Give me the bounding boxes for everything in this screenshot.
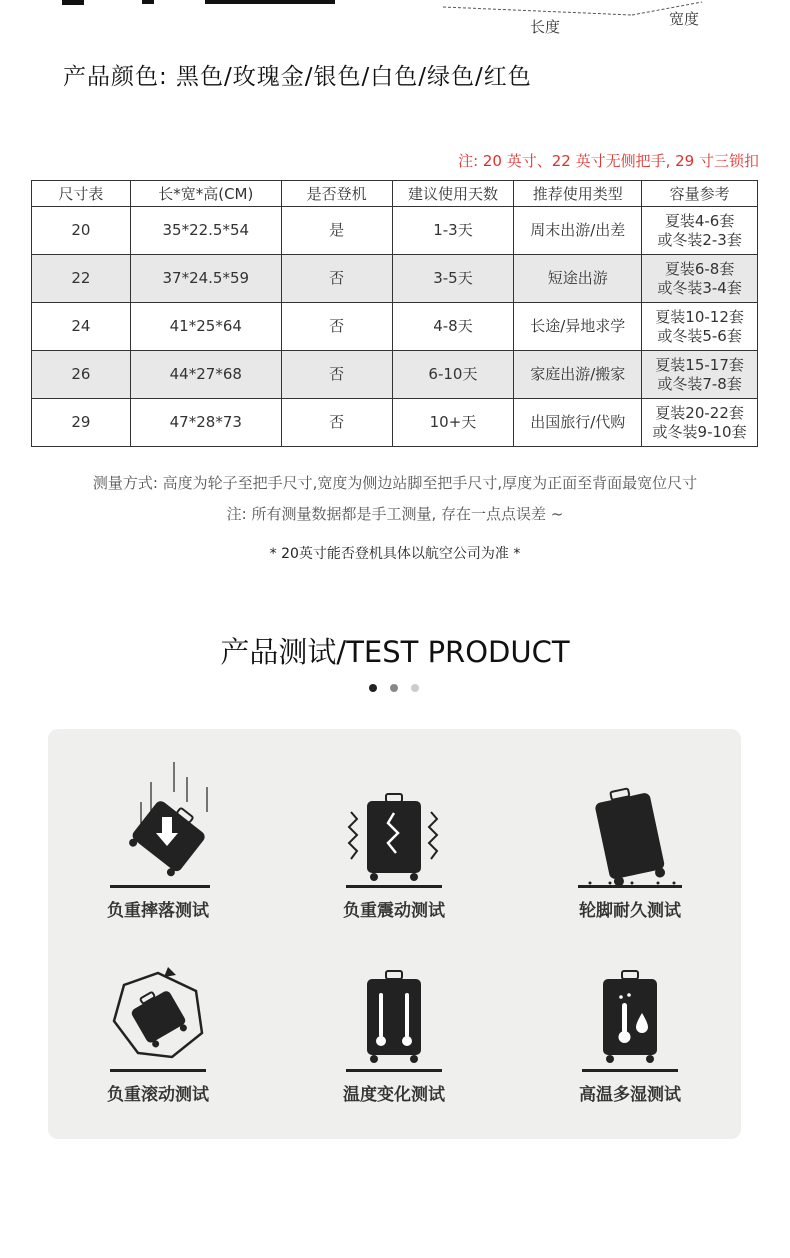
cell-dims: 37*24.5*59 — [130, 255, 281, 303]
capacity-summer: 夏装10-12套 — [655, 307, 744, 326]
cropped-heading-fragment — [142, 0, 154, 4]
header-size: 尺寸表 — [32, 181, 131, 207]
cell-capacity — [642, 351, 758, 399]
vibration-test-icon — [334, 757, 454, 892]
test-label: 负重滚动测试 — [107, 1085, 209, 1105]
test-label: 高温多湿测试 — [579, 1085, 681, 1105]
size-table — [31, 180, 758, 447]
cell-days: 6-10天 — [392, 351, 514, 399]
cell-size: 29 — [32, 399, 131, 447]
cell-type: 出国旅行/代购 — [514, 399, 642, 447]
test-temperature — [304, 941, 484, 1105]
test-label: 轮脚耐久测试 — [579, 901, 681, 921]
cell-capacity — [642, 207, 758, 255]
cell-days: 4-8天 — [392, 303, 514, 351]
width-label: 宽度 — [669, 10, 700, 28]
cell-type: 家庭出游/搬家 — [514, 351, 642, 399]
test-label: 负重摔落测试 — [107, 901, 209, 921]
cell-type: 短途出游 — [514, 255, 642, 303]
test-panel — [48, 729, 741, 1139]
cell-dims: 41*25*64 — [130, 303, 281, 351]
carousel-dot[interactable] — [411, 684, 419, 692]
cell-boarding: 是 — [281, 207, 392, 255]
cell-size: 26 — [32, 351, 131, 399]
test-wheel — [540, 757, 720, 921]
cell-boarding: 否 — [281, 255, 392, 303]
capacity-summer: 夏装15-17套 — [655, 355, 744, 374]
carousel-dot[interactable] — [390, 684, 398, 692]
cell-capacity — [642, 255, 758, 303]
cell-boarding: 否 — [281, 399, 392, 447]
test-drop — [68, 757, 248, 921]
cell-dims: 35*22.5*54 — [130, 207, 281, 255]
table-row — [32, 303, 758, 351]
cell-dims: 44*27*68 — [130, 351, 281, 399]
capacity-summer: 夏装4-6套 — [664, 211, 735, 230]
cell-capacity — [642, 399, 758, 447]
cell-days: 1-3天 — [392, 207, 514, 255]
drop-test-icon — [98, 757, 218, 892]
carousel-dot[interactable] — [369, 684, 377, 692]
cell-dims: 47*28*73 — [130, 399, 281, 447]
capacity-summer: 夏装6-8套 — [664, 259, 735, 278]
section-title: 产品测试/TEST PRODUCT — [220, 635, 570, 669]
cell-type: 周末出游/出差 — [514, 207, 642, 255]
cropped-heading-fragment — [62, 0, 84, 5]
header-usage-type: 推荐使用类型 — [514, 181, 642, 207]
temperature-test-icon — [334, 941, 454, 1076]
capacity-winter: 或冬装9-10套 — [652, 422, 747, 441]
capacity-summer: 夏装20-22套 — [655, 403, 744, 422]
length-label: 长度 — [530, 18, 561, 36]
cell-size: 24 — [32, 303, 131, 351]
humidity-test-icon — [570, 941, 690, 1076]
cell-days: 10+天 — [392, 399, 514, 447]
table-row — [32, 399, 758, 447]
carousel-dots — [369, 677, 432, 696]
measure-method-note: 测量方式: 高度为轮子至把手尺寸,宽度为侧边站脚至把手尺寸,厚度为正面至背面最宽位尺寸 — [92, 474, 698, 492]
table-row — [32, 255, 758, 303]
cell-boarding: 否 — [281, 303, 392, 351]
capacity-winter: 或冬装5-6套 — [657, 326, 742, 345]
table-header-row — [32, 181, 758, 207]
header-boarding: 是否登机 — [281, 181, 392, 207]
cell-size: 20 — [32, 207, 131, 255]
test-rolling — [68, 941, 248, 1105]
capacity-winter: 或冬装2-3套 — [657, 230, 742, 249]
header-capacity: 容量参考 — [642, 181, 758, 207]
test-label: 温度变化测试 — [343, 1085, 445, 1105]
header-dimensions: 长*宽*高(CM) — [130, 181, 281, 207]
wheel-durability-icon — [570, 757, 690, 892]
cell-capacity — [642, 303, 758, 351]
product-colors: 产品颜色: 黑色/玫瑰金/银色/白色/绿色/红色 — [63, 64, 532, 90]
cell-type: 长途/异地求学 — [514, 303, 642, 351]
cropped-heading-fragment — [205, 0, 335, 4]
table-note: 注: 20 英寸、22 英寸无侧把手, 29 寸三锁扣 — [458, 152, 759, 170]
header-days: 建议使用天数 — [392, 181, 514, 207]
measure-disclaimer: 注: 所有测量数据都是手工测量, 存在一点点误差 ~ — [226, 505, 564, 523]
test-vibration — [304, 757, 484, 921]
cell-boarding: 否 — [281, 351, 392, 399]
table-row — [32, 351, 758, 399]
capacity-winter: 或冬装3-4套 — [657, 278, 742, 297]
boarding-note: * 20英寸能否登机具体以航空公司为准 * — [269, 546, 521, 562]
cell-size: 22 — [32, 255, 131, 303]
rolling-test-icon — [98, 941, 218, 1076]
table-row — [32, 207, 758, 255]
cell-days: 3-5天 — [392, 255, 514, 303]
dimension-diagram — [0, 0, 790, 40]
capacity-winter: 或冬装7-8套 — [657, 374, 742, 393]
test-label: 负重震动测试 — [343, 901, 445, 921]
test-humidity — [540, 941, 720, 1105]
